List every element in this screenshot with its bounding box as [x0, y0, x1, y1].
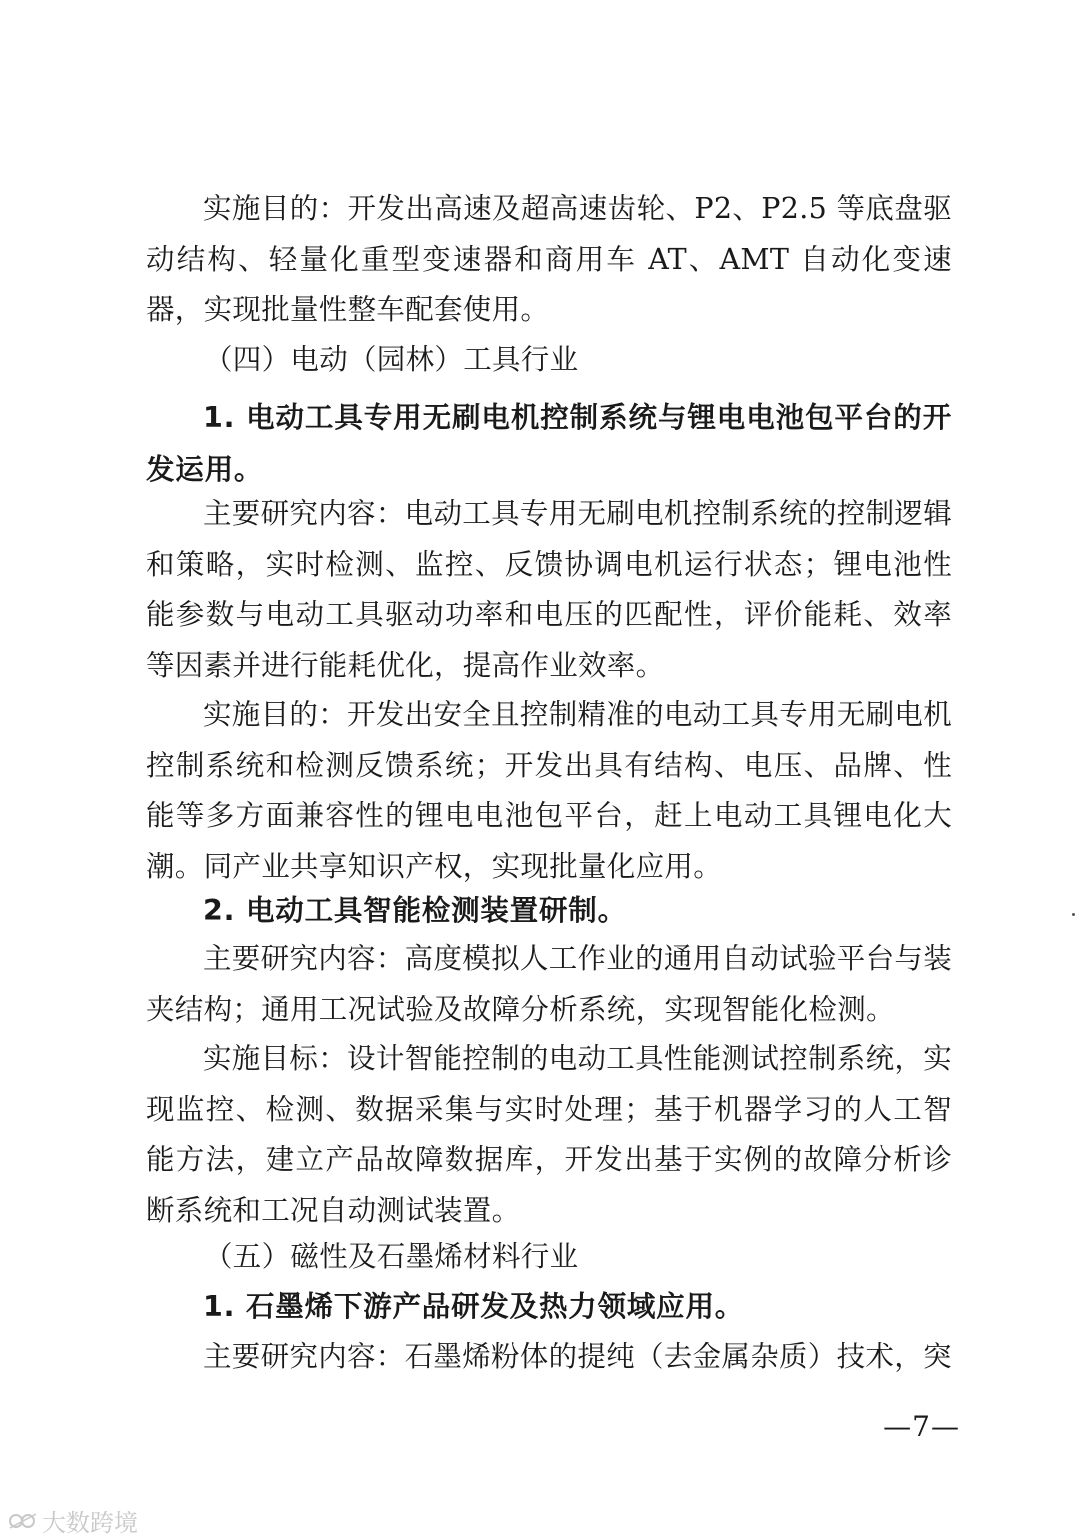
paragraph-implementation-target-detection: 实施目标：设计智能控制的电动工具性能测试控制系统，实现监控、检测、数据采集与实时处理；基于机器学习的人工智能方法，建立产品故障数据库，开发出基于实例的故障分析诊断系统和工况自动测试装置。: [146, 1042, 952, 1227]
watermark-logo-icon: [8, 1510, 38, 1532]
paragraph-research-content-motor: 主要研究内容：电动工具专用无刷电机控制系统的控制逻辑和策略，实时检测、监控、反馈协调电机运行状态；锂电池性能参数与电动工具驱动功率和电压的匹配性，评价能耗、效率等因素并进行能耗优化，提高作业效率。: [146, 497, 952, 682]
paragraph-implementation-goal-motor: 实施目的：开发出安全且控制精准的电动工具专用无刷电机控制系统和检测反馈系统；开发出具有结构、电压、品牌、性能等多方面兼容性的锂电电池包平台，赶上电动工具锂电化大潮。同产业共享知识产权，实现批量化应用。: [146, 698, 952, 883]
item-title-smart-detection: 2. 电动工具智能检测装置研制。: [203, 894, 627, 927]
item-title-brushless-motor: 1. 电动工具专用无刷电机控制系统与锂电电池包平台的开发运用。: [146, 401, 952, 486]
section-heading-power-tools: （四）电动（园林）工具行业: [204, 343, 579, 376]
scan-speck: [1072, 913, 1075, 916]
page-number: —7—: [883, 1410, 960, 1443]
paragraph-implementation-goal-transmission: 实施目的：开发出高速及超高速齿轮、P2、P2.5 等底盘驱动结构、轻量化重型变速器和商用车 AT、AMT 自动化变速器，实现批量性整车配套使用。: [146, 192, 952, 326]
paragraph-research-content-detection: 主要研究内容：高度模拟人工作业的通用自动试验平台与装夹结构；通用工况试验及故障分析系统，实现智能化检测。: [146, 942, 952, 1026]
paragraph-research-content-graphene: 主要研究内容：石墨烯粉体的提纯（去金属杂质）技术，突: [203, 1340, 952, 1373]
item-title-graphene: 1. 石墨烯下游产品研发及热力领域应用。: [203, 1290, 745, 1323]
watermark-text: 大数跨境: [42, 1509, 138, 1537]
watermark: [8, 1503, 138, 1538]
section-heading-graphene: （五）磁性及石墨烯材料行业: [204, 1240, 579, 1273]
